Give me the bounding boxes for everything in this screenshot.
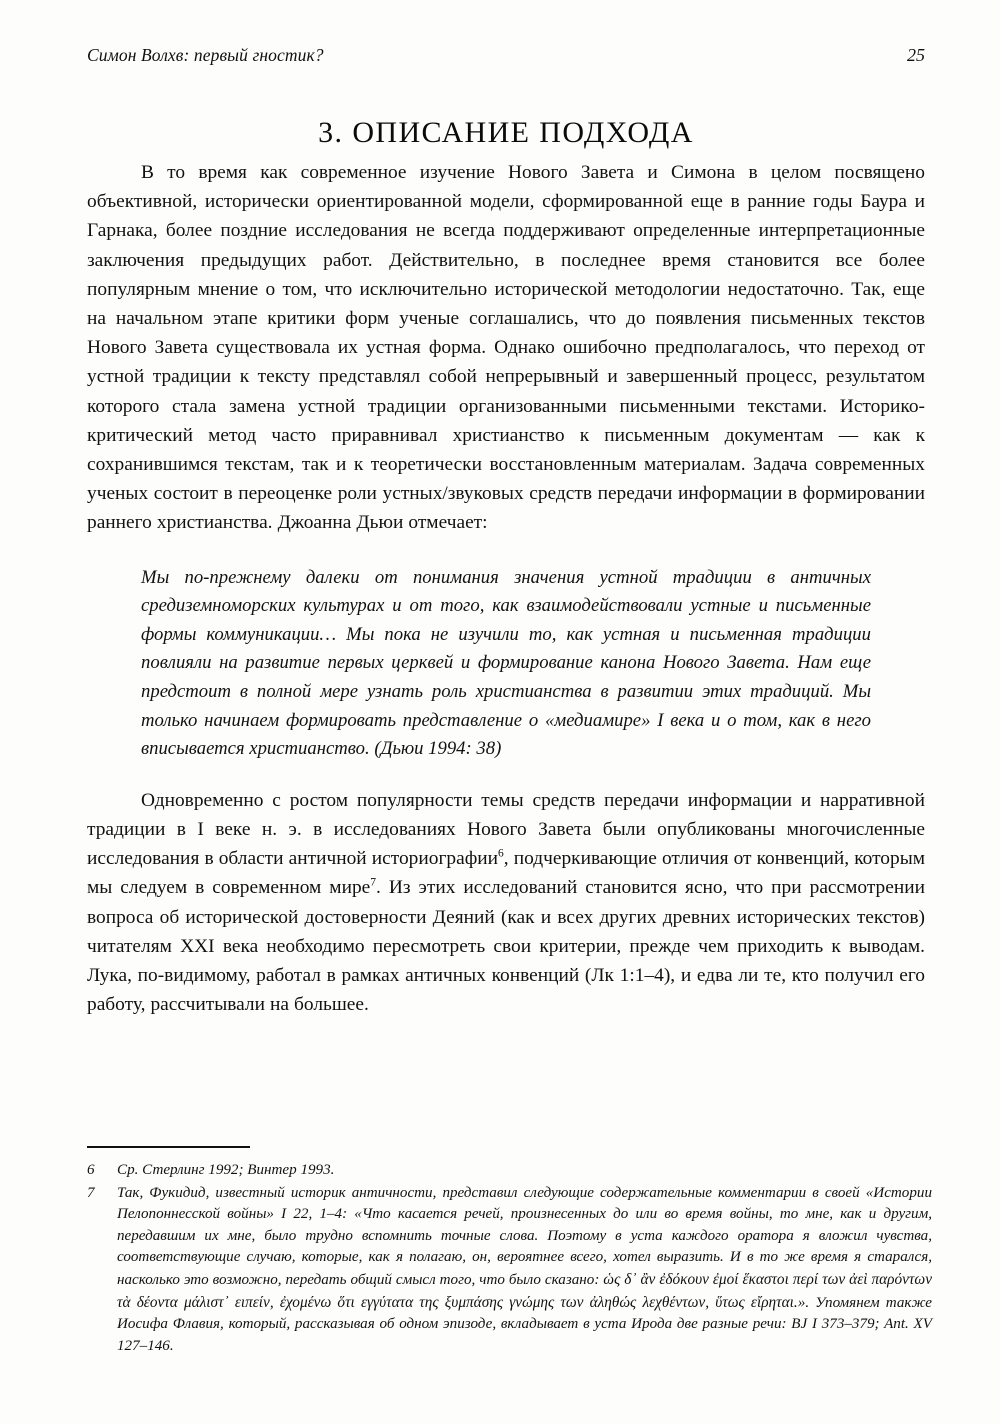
paragraph-historiography xyxy=(87,786,925,1020)
footnote-6 xyxy=(87,1160,932,1182)
footnote-7-text-before-greek: Так, Фукидид, известный историк античности, представил следующие содержательные комментарии в своей «Истории Пелопоннесской войны» I 22, 1–4: «Что касается речей, произнесенных до или во время войны, то мне, как и другим, передавшим их мне, было трудно вспомнить точные слова. Поэтому в уста каждого оратора я вложил чувства, соответствующие случаю, которые, как я полагаю, он, вероятнее всего, хотел выразить. И в то же время я старался, насколько это возможно, передать общий смысл того, что было сказано: xyxy=(117,1184,932,1288)
paragraph-segment-2: , подчеркивающие отличия от конвенций, которым мы следуем в современном мире xyxy=(87,848,925,899)
section-heading: 3. ОПИСАНИЕ ПОДХОДА xyxy=(318,116,694,150)
footnotes-area xyxy=(87,1146,932,1358)
text-column xyxy=(87,158,925,1019)
running-head-title: Симон Волхв: первый гностик? xyxy=(87,45,324,65)
paragraph-segment-3: . Из этих исследований становится ясно, что при рассмотрении вопроса об исторической достоверности Деяний (как и всех других древних исторических текстов) читателям XXI века необходимо пересмотреть свои критерии, прежде чем приходить к выводам. Лука, по-видимому, работал в рамках античных конвенций (Лк 1:1–4), и едва ли те, кто получил его работу, рассчитывали на большее. xyxy=(87,877,925,1016)
footnote-ref-7[interactable]: 7 xyxy=(370,876,377,889)
footnote-6-number: 6 xyxy=(87,1162,95,1178)
footnote-6-text: Ср. Стерлинг 1992; Винтер 1993. xyxy=(117,1162,335,1178)
paragraph-intro: В то время как современное изучение Нового Завета и Симона в целом посвящено объективной, исторически ориентированной модели, сформированной еще в ранние годы Баура и Гарнака, более поздние исследования не всегда поддерживают определенные интерпретационные заключения предыдущих работ. Действительно, в последнее время становится все более популярным мнение о том, что исключительно исторической методологии недостаточно. Так, еще на начальном этапе критики форм ученые соглашались, что до появления письменных текстов Нового Завета существовала их устная форма. Однако ошибочно предполагалось, что переход от устной традиции к тексту представлял собой непрерывный и завершенный процесс, результатом которого стала замена устной традиции организованными письменными текстами. Историко-критический метод часто приравнивал христианство к письменным документам — как к сохранившимся текстам, так и к теоретически восстановленным материалам. Задача современных ученых состоит в переоценке роли устных/звуковых средств передачи информации в формировании раннего христианства. Джоанна Дьюи отмечает: xyxy=(87,162,925,534)
blockquote-dewey: Мы по-прежнему далеки от понимания значения устной традиции в античных средиземноморских культурах и от того, как взаимодействовали устные и письменные формы коммуникации… Мы пока не изучили то, как устная и письменная традиции повлияли на развитие первых церквей и формирование канона Нового Завета. Нам еще предстоит в полной мере узнать роль христианства в развитии этих традиций. Мы только начинаем формировать представление о «медиамире» I века и о том, как в него вписывается христианство. (Дьюи 1994: 38) xyxy=(141,566,871,760)
footnote-7-number: 7 xyxy=(87,1184,95,1201)
footnote-7-text xyxy=(117,1183,932,1358)
footnote-7-text-after-greek: . Упомянем также Иосифа Флавия, который, рассказывая об одном эпизоде, вкладывает в уста Ирода две разные речи: BJ I 373–379; Ant. XV 127–146. xyxy=(117,1294,933,1354)
footnote-ref-6[interactable]: 6 xyxy=(498,847,504,860)
footnote-separator-rule xyxy=(87,1146,250,1148)
paragraph-segment-1: Одновременно с ростом популярности темы средств передачи информации и нарративной традиции в I веке н. э. в исследованиях Нового Завета были опубликованы многочисленные исследования в области античной историографии xyxy=(87,789,925,870)
footnote-7 xyxy=(87,1183,932,1358)
footnote-7-greek-quotation: ὡς δ᾽ ἂν ἐδόκουν ἐμοί ἕκαστοι περί των ἀεὶ παρόντων τὰ δέοντα μάλιστ᾽ ειπείν, ἐχομένω ὅτι εγγύτατα της ξυμπάσης γνώμης των ἀληθώς λεχθέντων, ὕτως εἴρηται.» xyxy=(117,1270,933,1311)
page-number: 25 xyxy=(907,45,925,65)
running-head xyxy=(87,45,925,71)
